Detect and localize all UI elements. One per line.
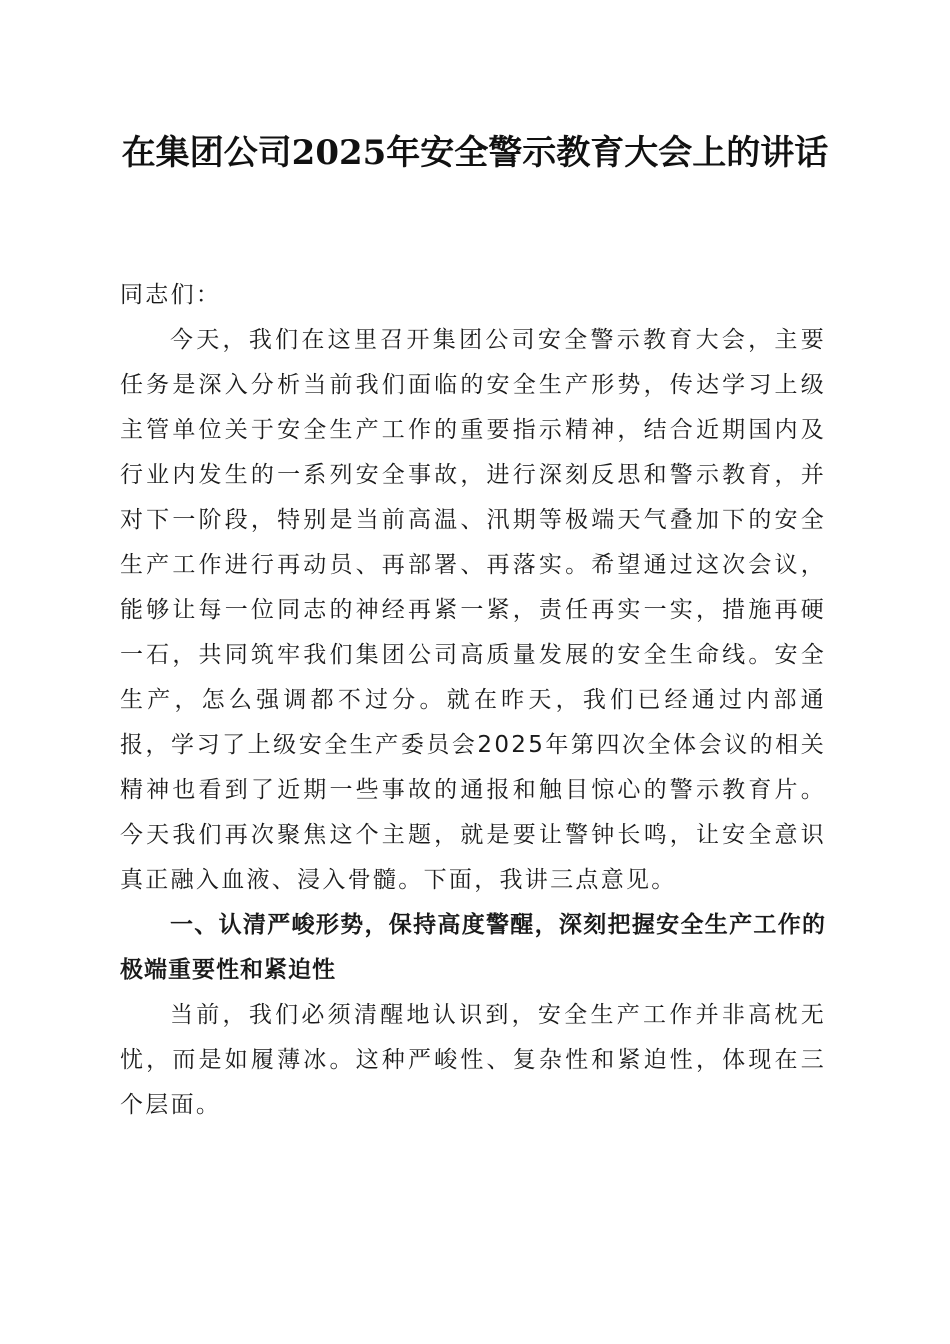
section-heading-1: 一、认清严峻形势，保持高度警醒，深刻把握安全生产工作的极端重要性和紧迫性 xyxy=(120,912,826,983)
document-title: 在集团公司2025年安全警示教育大会上的讲话 xyxy=(121,133,829,173)
document-body xyxy=(120,273,826,1128)
opening-paragraph: 今天，我们在这里召开集团公司安全警示教育大会，主要任务是深入分析当前我们面临的安全生产形势，传达学习上级主管单位关于安全生产工作的重要指示精神，结合近期国内及行业内发生的一系列安全事故，进行深刻反思和警示教育，并对下一阶段，特别是当前高温、汛期等极端天气叠加下的安全生产工作进行再动员、再部署、再落实。希望通过这次会议，能够让每一位同志的神经再紧一紧，责任再实一实，措施再硬一石，共同筑牢我们集团公司高质量发展的安全生命线。安全生产，怎么强调都不过分。就在昨天，我们已经通过内部通报，学习了上级安全生产委员会2025年第四次全体会议的相关精神也看到了近期一些事故的通报和触目惊心的警示教育片。今天我们再次聚焦这个主题，就是要让警钟长鸣，让安全意识真正融入血液、浸入骨髓。下面，我讲三点意见。 xyxy=(120,327,826,893)
salutation: 同志们： xyxy=(120,282,222,308)
section-1-paragraph: 当前，我们必须清醒地认识到，安全生产工作并非高枕无忧，而是如履薄冰。这种严峻性、复杂性和紧迫性，体现在三个层面。 xyxy=(120,1002,826,1118)
